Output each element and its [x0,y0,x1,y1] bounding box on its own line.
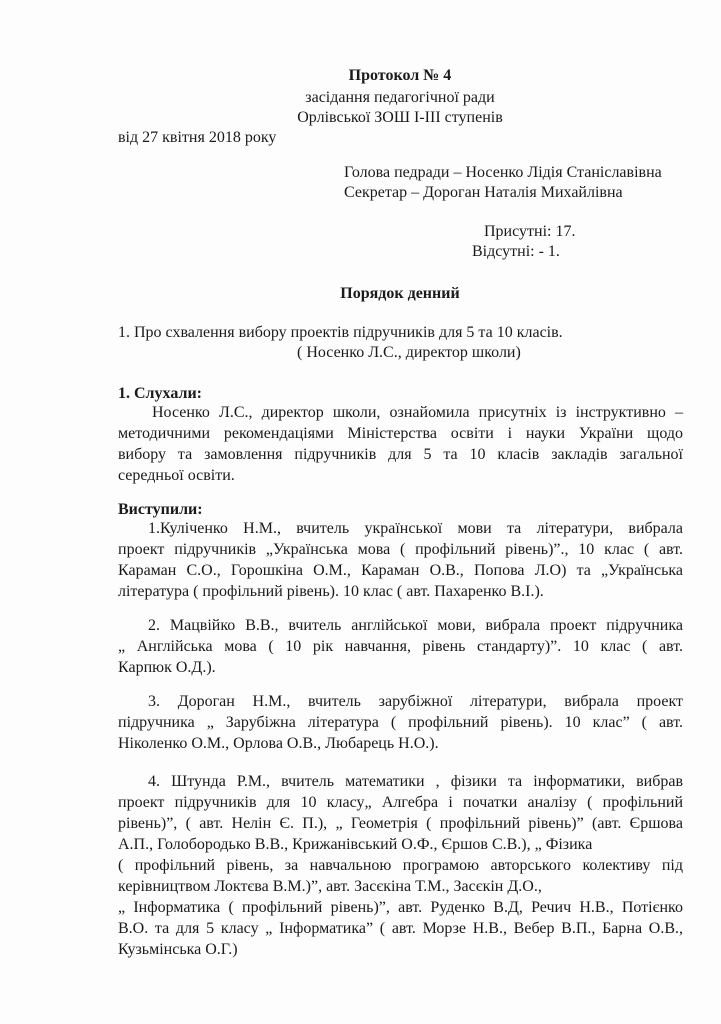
spoke-paragraph-3 [118,691,683,754]
heard-title: 1. Слухали: [118,385,202,402]
text-line: „ Інформатика ( профільний рівень)”, авт. Руденко В.Д, Речич Н.В., Потієнко [118,899,683,916]
text-line: Карпюк О.Д.). [118,659,216,676]
spoke-paragraph-4 [118,771,683,960]
text-line: 1.Куліченко Н.М., вчитель української мови та літератури, вибрала [148,520,683,537]
text-line: 3. Дороган Н.М., вчитель зарубіжної літератури, вибрала проект [148,693,683,710]
text-line: методичними рекомендаціями Міністерства освіти і науки України щодо [118,425,683,442]
text-line: керівництвом Локтєва В.М.)”, авт. Засєкіна Т.М., Засєкін Д.О., [118,878,542,895]
agenda-item-1: 1. Про схвалення вибору проектів підручників для 5 та 10 класів. [118,324,563,341]
text-line: Носенко Л.С., директор школи, ознайомила присутніх із інструктивно – [152,404,683,421]
council-line: засідання педагогічної ради [305,89,495,106]
spoke-paragraph-2 [118,615,683,678]
secretary-line: Секретар – Дороган Наталія Михайлівна [344,184,623,201]
text-line: В.О. та для 5 класу „ Інформатика” ( авт. Морзе Н.В., Вебер В.П., Барна О.В., [118,920,683,937]
text-line: А.П., Голобородько В.В., Крижанівський О.Ф., Єршов С.В.), „ Фізика [118,836,593,853]
absent-count: Відсутні: - 1. [472,243,560,260]
text-line: проект підручників для 10 класу„ Алгебра і початки аналізу ( профільний [118,794,683,811]
text-line: „ Англійська мова ( 10 рік навчання, рівень стандарту)”. 10 клас ( авт. [118,638,683,655]
spoke-paragraph-1 [118,518,683,602]
text-line: проект підручників „Українська мова ( профільний рівень)”., 10 клас ( авт. [118,541,683,558]
spoke-title: Виступили: [118,501,203,518]
text-line: 2. Мацвійко В.В., вчитель англійської мови, вибрала проект підручника [148,617,683,634]
text-line: підручника „ Зарубіжна література ( профільний рівень). 10 клас” ( авт. [118,714,683,731]
present-count: Присутні: 17. [484,223,576,240]
text-line: вибору та замовлення підручників для 5 та 10 класів закладів загальної [118,446,683,463]
agenda-item-1-speaker: ( Носенко Л.С., директор школи) [297,344,521,361]
text-line: Караман С.О., Горошкіна О.М., Караман О.В., Попова Л.О) та „Українська [118,562,683,579]
text-line: середньої освіти. [118,467,235,484]
protocol-title: Протокол № 4 [348,67,452,84]
text-line: Ніколенко О.М., Орлова О.В., Любарець Н.О.). [118,735,439,752]
school-line: Орлівської ЗОШ І-ІІІ ступенів [297,109,503,126]
chair-line: Голова педради – Носенко Лідія Станіславівна [344,164,662,181]
agenda-title: Порядок денний [340,285,460,302]
text-line: ( профільний рівень, за навчальною програмою авторського колективу під [118,857,683,874]
text-line: література ( профільний рівень). 10 клас ( авт. Пахаренко В.І.). [118,583,544,600]
text-line: 4. Штунда Р.М., вчитель математики , фізики та інформатики, вибрав [148,773,683,790]
text-line: рівень)”, ( авт. Нелін Є. П.), „ Геометрія ( профільний рівень)” (авт. Єршова [118,815,683,832]
text-line: Кузьмінська О.Г.) [118,941,238,958]
protocol-date: від 27 квітня 2018 року [118,129,277,146]
heard-paragraph [118,402,683,486]
